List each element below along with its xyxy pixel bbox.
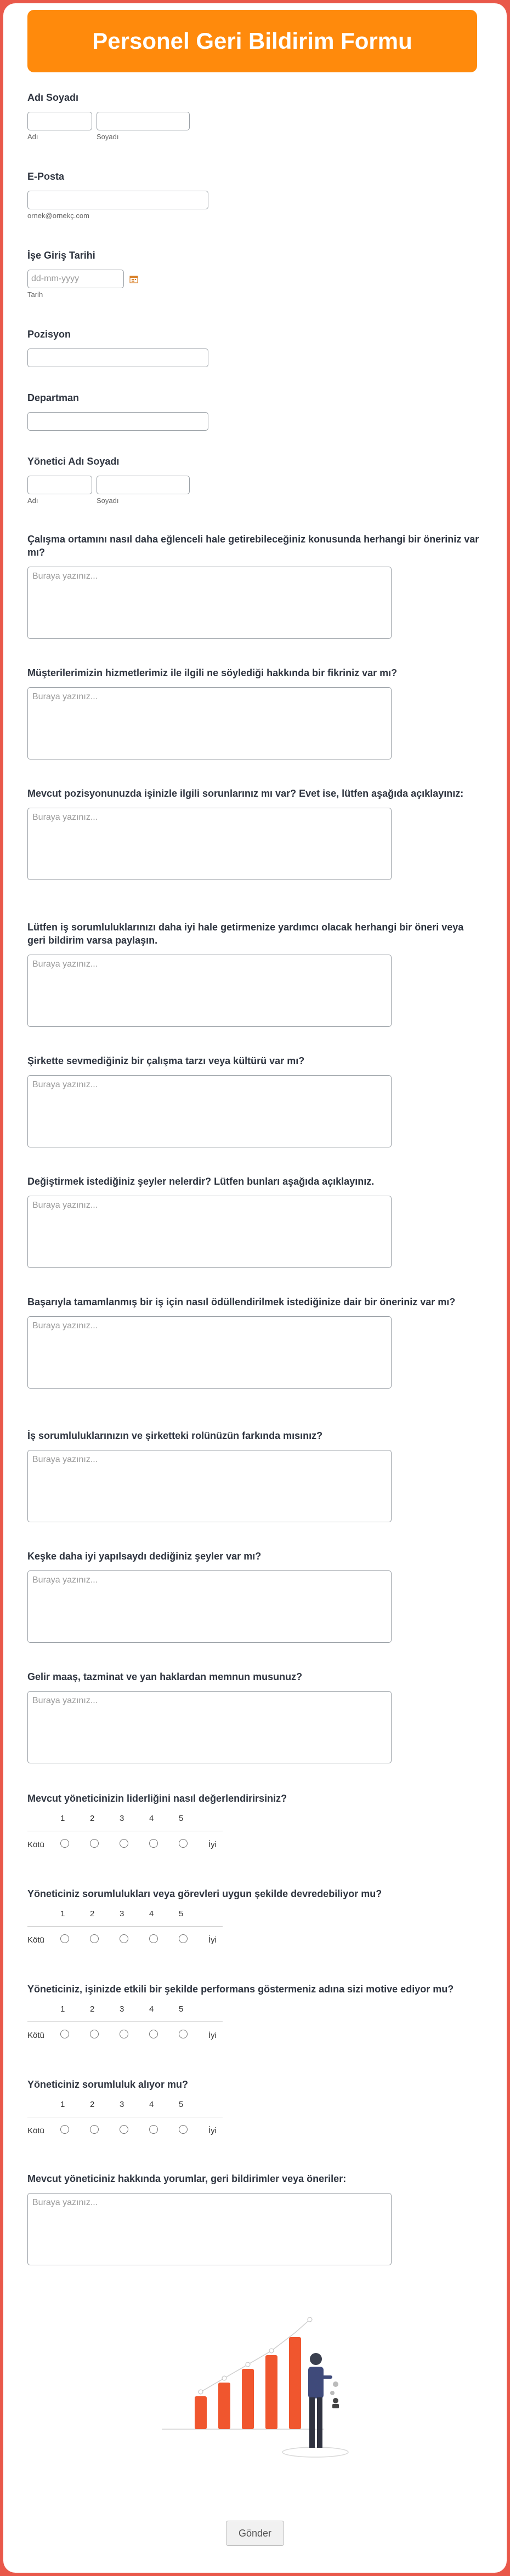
scale-number: 4 — [149, 2004, 154, 2014]
illustration-point — [246, 2362, 250, 2367]
illustration-gear — [330, 2391, 335, 2395]
rating-1 — [27, 1792, 483, 1850]
rating-radio[interactable] — [179, 2125, 188, 2134]
illustration-person-arm — [321, 2375, 332, 2379]
scale-number: 1 — [60, 2004, 65, 2014]
scale-number: 4 — [149, 1814, 154, 1823]
submit-button[interactable]: Gönder — [226, 2521, 284, 2546]
department-field — [27, 391, 483, 431]
question-2 — [27, 666, 483, 762]
question-7 — [27, 1295, 483, 1391]
scale-number: 4 — [149, 1909, 154, 1918]
manager-last-name-input[interactable] — [97, 476, 190, 494]
rating-radio[interactable] — [149, 1934, 158, 1943]
question-3-label: Mevcut pozisyonunuzda işinizle ilgili sorunlarınız mı var? Evet ise, lütfen aşağıda açıklayınız: — [27, 788, 464, 799]
scale-high-label: İyi — [208, 1840, 217, 1849]
illustration-person-leg — [317, 2397, 322, 2448]
name-field — [27, 91, 483, 141]
illustration-bar — [265, 2355, 277, 2429]
email-field — [27, 170, 483, 220]
illustration-person-body — [308, 2367, 324, 2398]
question-10 — [27, 1670, 483, 1766]
rating-4 — [27, 2078, 483, 2136]
rating-radio[interactable] — [60, 1839, 69, 1848]
scale-number: 2 — [90, 1909, 95, 1918]
illustration-point — [308, 2317, 312, 2322]
rating-radio[interactable] — [120, 2125, 128, 2134]
question-6 — [27, 1175, 483, 1271]
manager-name-field — [27, 455, 483, 505]
illustration-icon — [333, 2398, 338, 2403]
final-question — [27, 2172, 483, 2268]
rating-3 — [27, 1983, 483, 2041]
start-date-hint: Tarih — [27, 290, 43, 299]
question-10-label: Gelir maaş, tazminat ve yan haklardan memnun musunuz? — [27, 1671, 303, 1682]
scale-low-label: Kötü — [27, 1935, 44, 1945]
rating-radio[interactable] — [60, 2030, 69, 2038]
question-9 — [27, 1550, 483, 1646]
question-5-label: Şirkette sevmediğiniz bir çalışma tarzı veya kültürü var mı? — [27, 1055, 305, 1066]
illustration-bar — [218, 2383, 230, 2429]
question-10-textarea[interactable] — [27, 1691, 392, 1763]
rating-scale — [27, 1814, 223, 1850]
department-label: Departman — [27, 392, 80, 403]
last-name-input[interactable] — [97, 112, 190, 130]
growth-chart-illustration — [159, 2304, 356, 2469]
question-1-textarea[interactable] — [27, 567, 392, 639]
manager-first-name-input[interactable] — [27, 476, 92, 494]
question-1-label: Çalışma ortamını nasıl daha eğlenceli hale getirebileceğiniz konusunda herhangi bir öneriniz var mı? — [27, 534, 479, 558]
scale-divider — [27, 2021, 223, 2022]
illustration-gear — [333, 2381, 338, 2387]
question-2-textarea[interactable] — [27, 687, 392, 759]
rating-radio[interactable] — [149, 2125, 158, 2134]
question-4-textarea[interactable] — [27, 955, 392, 1027]
scale-number: 5 — [179, 2004, 184, 2014]
start-date-input[interactable] — [27, 270, 124, 288]
scale-number: 3 — [120, 1909, 124, 1918]
question-7-textarea[interactable] — [27, 1316, 392, 1389]
manager-name-label: Yönetici Adı Soyadı — [27, 456, 120, 467]
rating-radio[interactable] — [90, 1934, 99, 1943]
scale-high-label: İyi — [208, 2030, 217, 2040]
position-input[interactable] — [27, 349, 208, 367]
rating-radio[interactable] — [90, 2125, 99, 2134]
rating-radio[interactable] — [90, 2030, 99, 2038]
first-name-hint: Adı — [27, 133, 38, 141]
illustration-point — [222, 2376, 226, 2380]
illustration-icon — [332, 2404, 339, 2408]
rating-radio[interactable] — [179, 1934, 188, 1943]
scale-number: 5 — [179, 1814, 184, 1823]
form-header — [27, 10, 477, 72]
email-label: E-Posta — [27, 171, 65, 182]
first-name-input[interactable] — [27, 112, 92, 130]
scale-number: 3 — [120, 2004, 124, 2014]
last-name-hint: Soyadı — [97, 133, 119, 141]
rating-radio[interactable] — [60, 1934, 69, 1943]
question-3-textarea[interactable] — [27, 808, 392, 880]
illustration-person-leg — [309, 2397, 315, 2448]
rating-radio[interactable] — [179, 1839, 188, 1848]
scale-divider — [27, 1926, 223, 1927]
rating-scale — [27, 2100, 223, 2136]
question-4-label: Lütfen iş sorumluluklarınızı daha iyi hale getirmenize yardımcı olacak herhangi bir öneri veya geri bildirim varsa paylaşın. — [27, 922, 464, 946]
rating-radio[interactable] — [60, 2125, 69, 2134]
rating-4-label: Yöneticiniz sorumluluk alıyor mu? — [27, 2079, 189, 2090]
scale-number: 3 — [120, 2100, 124, 2109]
manager-last-name-hint: Soyadı — [97, 496, 119, 505]
question-5-textarea[interactable] — [27, 1075, 392, 1147]
final-question-textarea[interactable] — [27, 2193, 392, 2265]
rating-1-label: Mevcut yöneticinizin liderliğini nasıl değerlendirirsiniz? — [27, 1793, 287, 1804]
question-9-label: Keşke daha iyi yapılsaydı dediğiniz şeyler var mı? — [27, 1551, 262, 1562]
start-date-field — [27, 249, 483, 299]
question-5 — [27, 1054, 483, 1150]
scale-number: 1 — [60, 1814, 65, 1823]
question-8-textarea[interactable] — [27, 1450, 392, 1522]
rating-radio[interactable] — [149, 1839, 158, 1848]
rating-radio[interactable] — [90, 1839, 99, 1848]
rating-radio[interactable] — [120, 1839, 128, 1848]
rating-scale — [27, 2004, 223, 2041]
question-6-label: Değiştirmek istediğiniz şeyler nelerdir? Lütfen bunları aşağıda açıklayınız. — [27, 1176, 375, 1187]
rating-radio[interactable] — [179, 2030, 188, 2038]
question-8 — [27, 1429, 483, 1525]
scale-number: 1 — [60, 1909, 65, 1918]
scale-number: 4 — [149, 2100, 154, 2109]
email-input[interactable] — [27, 191, 208, 209]
position-label: Pozisyon — [27, 329, 71, 340]
illustration-point — [269, 2349, 274, 2353]
rating-radio[interactable] — [120, 2030, 128, 2038]
question-8-label: İş sorumluluklarınızın ve şirketteki rolünüzün farkında mısınız? — [27, 1430, 323, 1441]
scale-number: 5 — [179, 1909, 184, 1918]
illustration-floor — [282, 2447, 348, 2457]
scale-low-label: Kötü — [27, 1840, 44, 1849]
scale-number: 3 — [120, 1814, 124, 1823]
question-9-textarea[interactable] — [27, 1570, 392, 1643]
scale-high-label: İyi — [208, 2126, 217, 2135]
start-date-label: İşe Giriş Tarihi — [27, 250, 95, 261]
question-1 — [27, 533, 483, 642]
form-title: Personel Geri Bildirim Formu — [92, 28, 412, 54]
question-3 — [27, 787, 483, 883]
scale-number: 2 — [90, 2004, 95, 2014]
department-input[interactable] — [27, 412, 208, 431]
rating-3-label: Yöneticiniz, işinizde etkili bir şekilde performans göstermeniz adına sizi motive ediyor mu? — [27, 1984, 454, 1995]
rating-2 — [27, 1887, 483, 1945]
rating-2-label: Yöneticiniz sorumlulukları veya görevleri uygun şekilde devredebiliyor mu? — [27, 1888, 382, 1899]
rating-radio[interactable] — [149, 2030, 158, 2038]
question-2-label: Müşterilerimizin hizmetlerimiz ile ilgili ne söylediği hakkında bir fikriniz var mı? — [27, 667, 398, 678]
manager-first-name-hint: Adı — [27, 496, 38, 505]
name-label: Adı Soyadı — [27, 92, 79, 103]
scale-low-label: Kötü — [27, 2126, 44, 2135]
question-4 — [27, 921, 483, 1030]
scale-number: 1 — [60, 2100, 65, 2109]
scale-number: 5 — [179, 2100, 184, 2109]
scale-number: 2 — [90, 1814, 95, 1823]
question-7-label: Başarıyla tamamlanmış bir iş için nasıl ödüllendirilmek istediğinize dair bir öneriniz var mı? — [27, 1296, 456, 1307]
calendar-icon[interactable] — [129, 275, 138, 283]
rating-radio[interactable] — [120, 1934, 128, 1943]
illustration-point — [199, 2390, 203, 2394]
illustration-person-head — [310, 2353, 322, 2365]
rating-scale — [27, 1909, 223, 1945]
final-question-label: Mevcut yöneticiniz hakkında yorumlar, geri bildirimler veya öneriler: — [27, 2173, 347, 2184]
illustration-bar — [195, 2396, 207, 2429]
scale-low-label: Kötü — [27, 2030, 44, 2040]
scale-high-label: İyi — [208, 1935, 217, 1945]
illustration-bar — [242, 2369, 254, 2429]
position-field — [27, 328, 483, 367]
illustration-bar — [289, 2337, 301, 2429]
question-6-textarea[interactable] — [27, 1196, 392, 1268]
email-hint: ornek@ornekç.com — [27, 212, 89, 220]
scale-number: 2 — [90, 2100, 95, 2109]
